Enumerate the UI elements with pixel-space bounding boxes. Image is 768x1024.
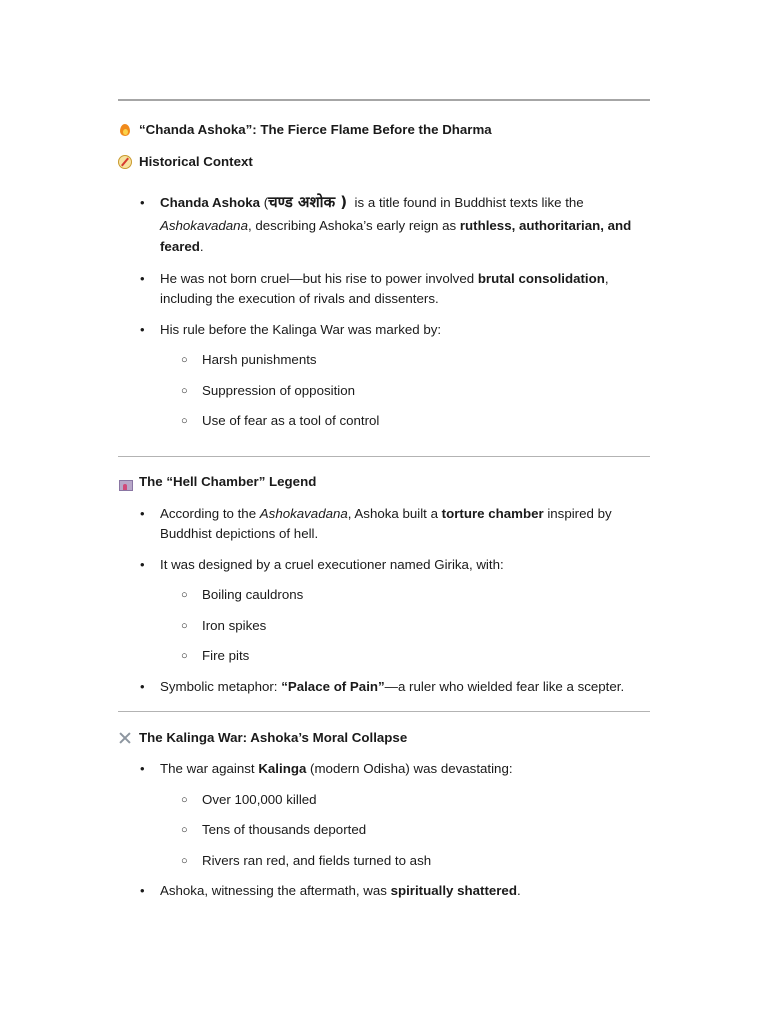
sub-list [160,585,650,667]
heading-text: The “Hell Chamber” Legend [139,474,317,490]
sub-list-item: ○ Over 100,000 killed [181,791,317,807]
section-divider [118,711,650,712]
list-item: • He was not born cruel—but his rise to power involved brutal consolidation, including the execution of rivals and dissenters. [140,270,609,306]
list-item: • The war against Kalinga (modern Odisha) was devastating: ○ Over 100,000 killed ○ Tens of thousands deported ○ Rivers ran red, and fields turned to ash [160,759,650,871]
list-item: • Chanda Ashoka (चण्ड अशोक ) is a title found in Buddhist texts like the Ashokavadana, describing Ashoka’s early reign as ruthless, authoritarian, and feared. [140,193,632,254]
sub-list-item: ○ Tens of thousands deported [181,822,367,837]
section-heading-chanda [118,120,650,140]
list-item: • It was designed by a cruel executioner named Girika, with: ○ Boiling cauldrons ○ Iron spikes ○ Fire pits [160,555,650,667]
section-divider [118,456,650,457]
sub-list [160,790,650,872]
sub-list-item: ○ Rivers ran red, and fields turned to ash [181,852,432,868]
fire-icon [118,123,132,137]
context-list [118,189,650,432]
sub-list-item: ○ Boiling cauldrons [181,587,304,602]
list-item: • Symbolic metaphor: “Palace of Pain”—a ruler who wielded fear like a scepter. [140,678,625,694]
top-divider [118,99,650,101]
sub-list-item: ○ Suppression of opposition [181,382,356,398]
sub-list-item: ○ Fire pits [181,648,250,663]
sub-list-item: ○ Harsh punishments [181,352,317,367]
castle-icon [118,476,132,490]
compass-icon [118,155,132,169]
sub-list-item: ○ Use of fear as a tool of control [181,413,380,428]
hell-list [118,504,650,698]
crossed-swords-icon [118,731,132,745]
heading-text: Historical Context [139,153,253,169]
kalinga-list [118,759,650,902]
section-heading-hell [118,473,650,493]
devanagari-text: चण्ड अशोक ) [268,193,348,211]
sub-list-item: ○ Iron spikes [181,617,267,633]
section-heading-context [118,152,650,172]
heading-text: The Kalinga War: Ashoka’s Moral Collapse [139,729,408,745]
list-item: • According to the Ashokavadana, Ashoka built a torture chamber inspired by Buddhist depictions of hell. [140,505,612,541]
heading-text: “Chanda Ashoka”: The Fierce Flame Before the Dharma [139,121,492,137]
list-item: • Ashoka, witnessing the aftermath, was spiritually shattered. [140,883,521,898]
sub-list [160,350,650,432]
section-heading-kalinga [118,728,650,748]
document-page [118,99,650,902]
list-item: • His rule before the Kalinga War was marked by: ○ Harsh punishments ○ Suppression of opposition ○ Use of fear as a tool of control [160,320,650,432]
